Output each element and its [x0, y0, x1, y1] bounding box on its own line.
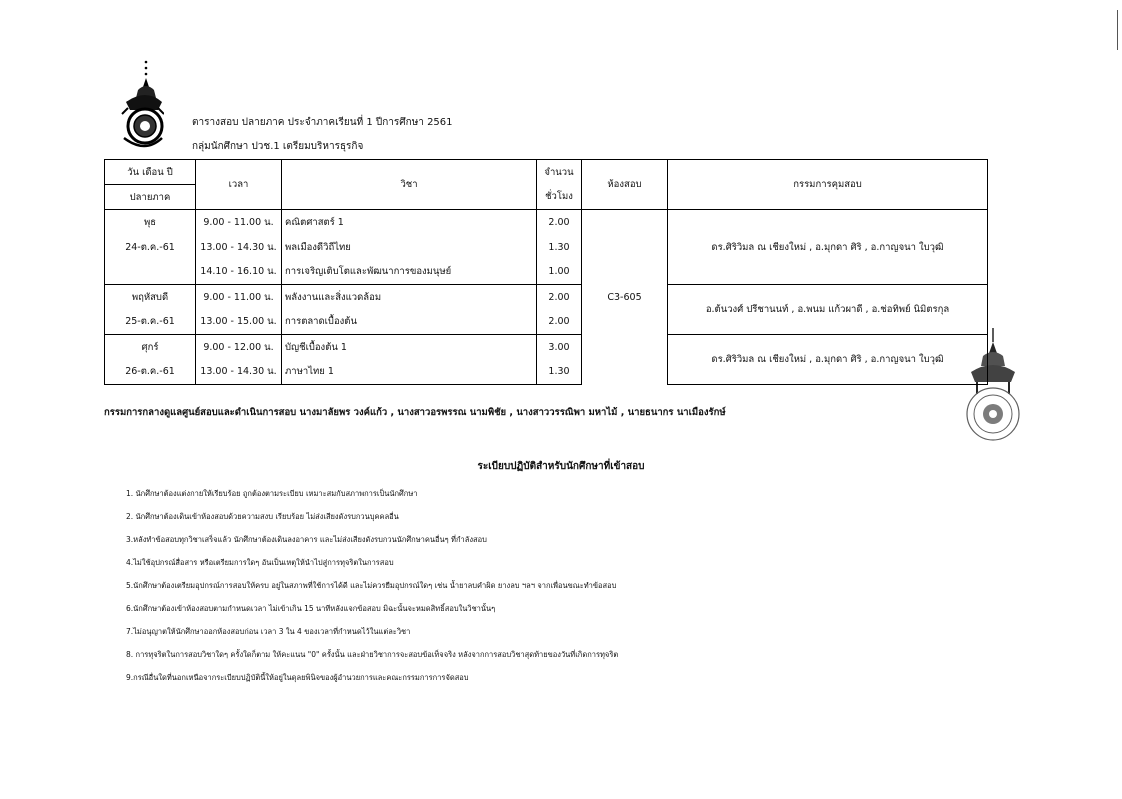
exam-subject: พลเมืองดีวิถีไทย	[282, 235, 537, 260]
exam-room: C3-605	[582, 210, 668, 385]
scan-edge-mark	[1117, 10, 1118, 50]
proctor-list: อ.ต้นวงศ์ ปรีชานนท์ , อ.พนม แก้วผาดี , อ.ช่อทิพย์ นิมิตรกุล	[668, 285, 988, 335]
day-name: พุธ	[105, 210, 196, 235]
exam-hours: 3.00	[537, 335, 582, 360]
proctor-list: ดร.ศิริวิมล ณ เชียงใหม่ , อ.มุกดา ศิริ , อ.กาญจนา ใบวุฒิ	[668, 210, 988, 285]
exam-date: 24-ต.ค.-61	[105, 235, 196, 260]
rule-item: 7.ไม่อนุญาตให้นักศึกษาออกห้องสอบก่อน เวลา 3 ใน 4 ของเวลาที่กำหนดไว้ในแต่ละวิชา	[126, 627, 411, 636]
rule-item: 8. การทุจริตในการสอบวิชาใดๆ ครั้งใดก็ตาม ให้คะแนน "0" ครั้งนั้น และฝ่ายวิชาการจะสอบข้อเท็จจริง หลังจากการสอบวิชาสุดท้ายของวันที่เกิดการทุจริต	[126, 650, 619, 659]
exam-time: 14.10 - 16.10 น.	[196, 260, 282, 285]
rules-title: ระเบียบปฏิบัติสำหรับนักศึกษาที่เข้าสอบ	[477, 461, 645, 472]
proctor-list: ดร.ศิริวิมล ณ เชียงใหม่ , อ.มุกดา ศิริ , อ.กาญจนา ใบวุฒิ	[668, 335, 988, 385]
exam-subject: ภาษาไทย 1	[282, 360, 537, 385]
exam-hours: 2.00	[537, 310, 582, 335]
rule-item: 6.นักศึกษาต้องเข้าห้องสอบตามกำหนดเวลา ไม่เข้าเกิน 15 นาทีหลังแจกข้อสอบ มิฉะนั้นจะหมดสิทธิ์สอบในวิชานั้นๆ	[126, 604, 496, 613]
exam-hours: 1.30	[537, 235, 582, 260]
col-header-hours: จำนวน	[537, 160, 582, 185]
col-header-hours-sub: ชั่วโมง	[537, 185, 582, 210]
exam-subject: พลังงานและสิ่งแวดล้อม	[282, 285, 537, 310]
student-group: กลุ่มนักศึกษา ปวช.1 เตรียมบริหารธุรกิจ	[192, 141, 364, 152]
exam-date: 25-ต.ค.-61	[105, 310, 196, 335]
exam-subject: บัญชีเบื้องต้น 1	[282, 335, 537, 360]
exam-schedule-table	[104, 159, 988, 385]
rule-item: 5.นักศึกษาต้องเตรียมอุปกรณ์การสอบให้ครบ อยู่ในสภาพที่ใช้การได้ดี และไม่ควรยืมอุปกรณ์ใดๆ เช่น น้ำยาลบคำผิด ยางลบ ฯลฯ จากเพื่อนขณะทำข้อสอบ	[126, 581, 617, 590]
exam-subject: คณิตศาสตร์ 1	[282, 210, 537, 235]
col-header-subject: วิชา	[282, 160, 537, 210]
exam-time: 13.00 - 15.00 น.	[196, 310, 282, 335]
exam-time: 13.00 - 14.30 น.	[196, 235, 282, 260]
exam-time: 13.00 - 14.30 น.	[196, 360, 282, 385]
table-row	[105, 210, 988, 235]
exam-time: 9.00 - 11.00 น.	[196, 285, 282, 310]
table-row	[105, 335, 988, 360]
exam-hours: 1.00	[537, 260, 582, 285]
col-header-date: วัน เดือน ปี	[105, 160, 196, 185]
table-row	[105, 285, 988, 310]
rule-item: 4.ไม่ใช้อุปกรณ์สื่อสาร หรือเตรียมการใดๆ อันเป็นเหตุให้นำไปสู่การทุจริตในการสอบ	[126, 558, 394, 567]
institution-emblem-left	[118, 58, 164, 154]
col-header-proctors: กรรมการคุมสอบ	[668, 160, 988, 210]
exam-time: 9.00 - 12.00 น.	[196, 335, 282, 360]
rule-item: 1. นักศึกษาต้องแต่งกายให้เรียบร้อย ถูกต้องตามระเบียบ เหมาะสมกับสภาพการเป็นนักศึกษา	[126, 489, 418, 498]
exam-date-blank	[105, 260, 196, 285]
exam-subject: การตลาดเบื้องต้น	[282, 310, 537, 335]
col-header-date-sub: ปลายภาค	[105, 185, 196, 210]
rule-item: 9.กรณีอื่นใดที่นอกเหนือจากระเบียบปฏิบัตินี้ให้อยู่ในดุลยพินิจของผู้อำนวยการและคณะกรรมการการจัดสอบ	[126, 673, 469, 682]
central-committee-line: กรรมการกลางดูแลศูนย์สอบและดำเนินการสอบ นางมาลัยพร วงค์แก้ว , นางสาวอรพรรณ นามพิชัย , นางสาววรรณิพา มหาไม้ , นายธนากร นาเมืองรักษ์	[104, 407, 726, 418]
day-name: ศุกร์	[105, 335, 196, 360]
rule-item: 2. นักศึกษาต้องเดินเข้าห้องสอบด้วยความสงบ เรียบร้อย ไม่ส่งเสียงดังรบกวนบุคคลอื่น	[126, 512, 399, 521]
exam-subject: การเจริญเติบโตและพัฒนาการของมนุษย์	[282, 260, 537, 285]
col-header-time: เวลา	[196, 160, 282, 210]
exam-hours: 2.00	[537, 285, 582, 310]
exam-hours: 1.30	[537, 360, 582, 385]
col-header-room: ห้องสอบ	[582, 160, 668, 210]
day-name: พฤหัสบดี	[105, 285, 196, 310]
exam-time: 9.00 - 11.00 น.	[196, 210, 282, 235]
rule-item: 3.หลังทำข้อสอบทุกวิชาเสร็จแล้ว นักศึกษาต้องเดินลงอาคาร และไม่ส่งเสียงดังรบกวนนักศึกษาคนอื่นๆ ที่กำลังสอบ	[126, 535, 487, 544]
exam-date: 26-ต.ค.-61	[105, 360, 196, 385]
table-header-row	[105, 160, 988, 185]
exam-hours: 2.00	[537, 210, 582, 235]
exam-schedule-title: ตารางสอบ ปลายภาค ประจำภาคเรียนที่ 1 ปีการศึกษา 2561	[192, 117, 453, 128]
